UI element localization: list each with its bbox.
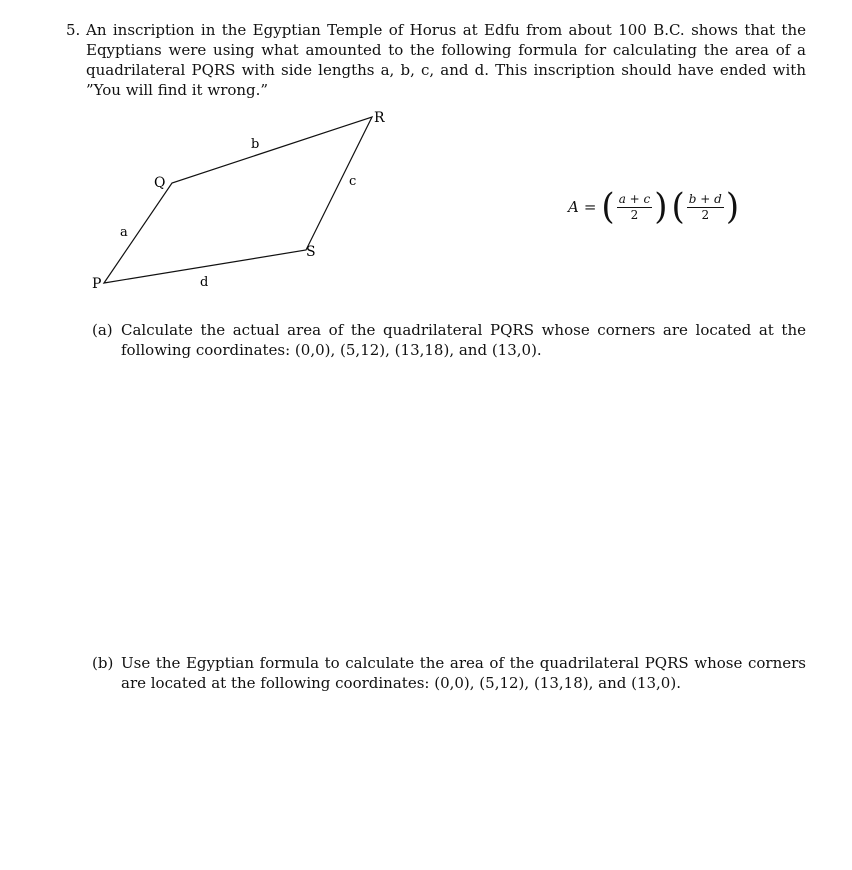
vertex-label-s: S	[306, 244, 316, 260]
part-b	[92, 653, 806, 693]
left-paren-2: (	[671, 186, 685, 228]
part-b-text: Use the Egyptian formula to calculate the area of the quadrilateral PQRS whose corners are located at the following coordinates: (0,0), (5,12), (13,18), and (13,0).	[121, 654, 806, 692]
fraction-a-plus-c	[617, 192, 653, 223]
fraction-2-numerator: b + d	[688, 191, 722, 206]
fraction-2-denominator: 2	[701, 207, 710, 222]
part-b-label: (b)	[92, 654, 114, 672]
egyptian-area-formula	[568, 186, 740, 228]
quadrilateral-pqrs	[104, 117, 372, 283]
fraction-1-numerator: a + c	[618, 191, 651, 206]
problem-statement: An inscription in the Egyptian Temple of Horus at Edfu from about 100 B.C. shows that the Eqyptians were using what amounted to the following formula for calculating the area of a quadrilateral PQRS with side lengths a, b, c, and d. This inscription should have ended with ”You will find it wrong.”	[86, 21, 806, 99]
side-label-a: a	[120, 225, 128, 240]
quadrilateral-figure	[0, 0, 852, 300]
right-paren-1: )	[654, 186, 668, 228]
right-paren-2: )	[725, 186, 740, 228]
part-a	[92, 320, 806, 360]
formula-equals: =	[583, 198, 597, 216]
vertex-label-q: Q	[154, 175, 166, 191]
side-label-d: d	[200, 275, 209, 290]
vertex-label-p: P	[92, 276, 102, 292]
side-label-b: b	[251, 137, 260, 152]
vertex-label-r: R	[374, 110, 385, 126]
side-label-c: c	[349, 174, 357, 189]
left-paren-1: (	[601, 186, 615, 228]
formula-lhs: A	[568, 198, 579, 216]
fraction-b-plus-d	[687, 192, 724, 223]
part-a-text: Calculate the actual area of the quadrilateral PQRS whose corners are located at the following coordinates: (0,0), (5,12), (13,18), and (13,0).	[121, 321, 806, 359]
fraction-1-denominator: 2	[630, 207, 639, 222]
problem-number: 5.	[66, 21, 81, 39]
part-a-label: (a)	[92, 321, 113, 339]
